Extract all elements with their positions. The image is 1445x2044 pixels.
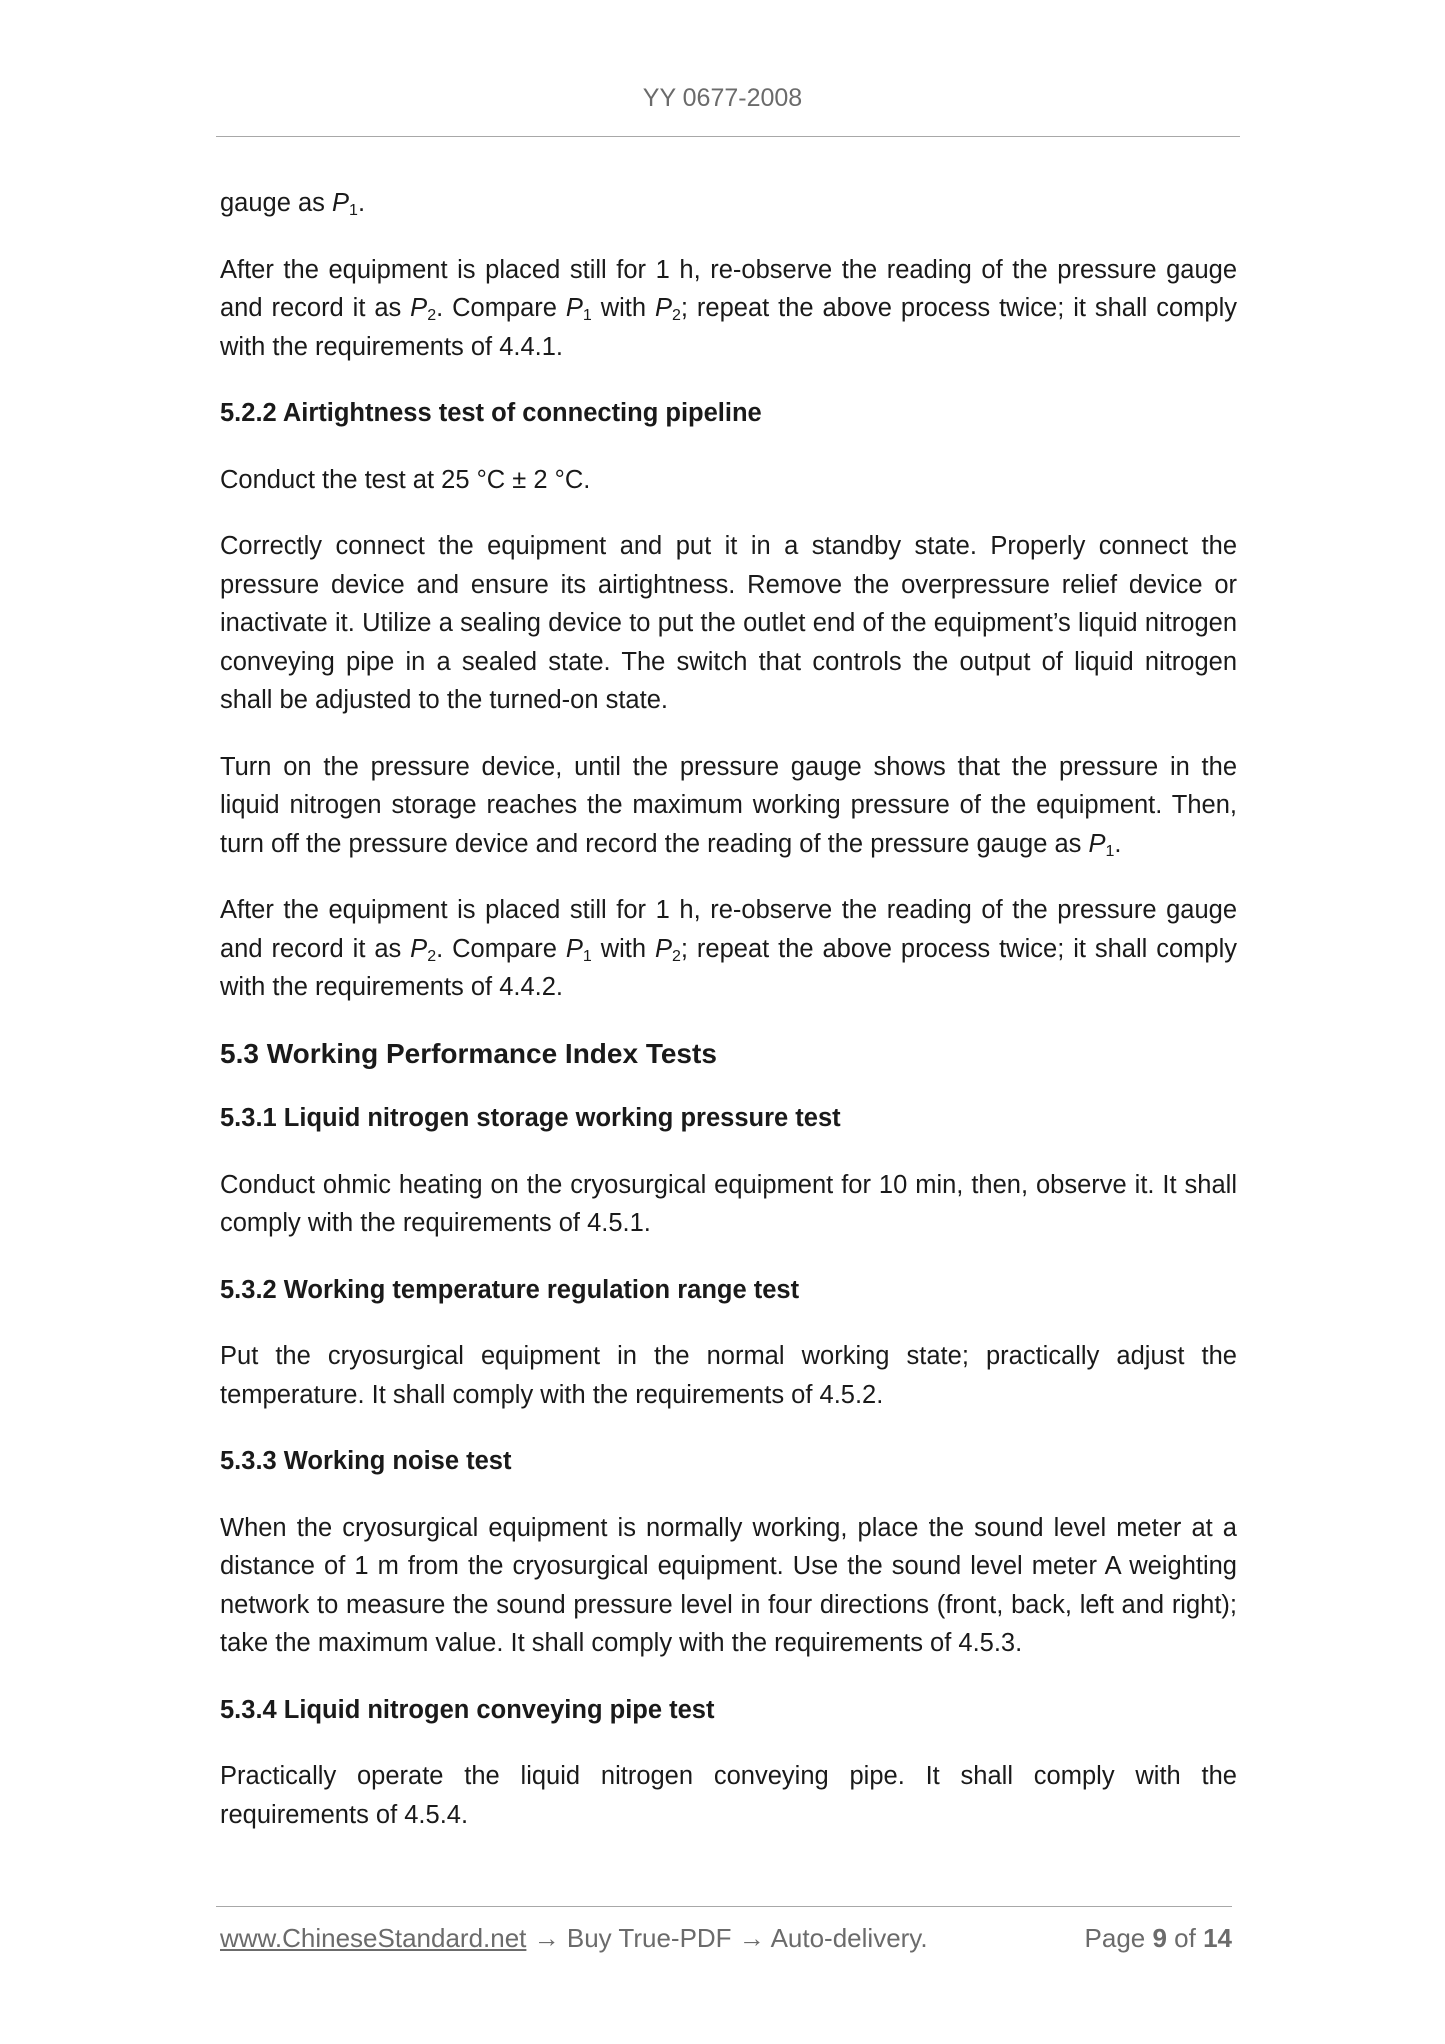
text: After the equipment is placed still for 1 h, re-observe the reading of the pressure gauge and record it as	[220, 896, 1237, 963]
page-word: Page	[1084, 1923, 1153, 1953]
paragraph-ohmic-heating: Conduct ohmic heating on the cryosurgical equipment for 10 min, then, observe it. It shall comply with the requirements of 4.5.1.	[220, 1170, 1237, 1237]
text: ; repeat the above process twice; it shall comply with the requirements of 4.4.1.	[220, 294, 1237, 361]
paragraph-record-p2-second	[220, 891, 1237, 1007]
period: .	[1114, 829, 1122, 858]
subscript: 2	[427, 307, 437, 324]
text: . Compare	[436, 934, 566, 963]
paragraph-temperature-adjust: Put the cryosurgical equipment in the normal working state; practically adjust the temperature. It shall comply with the requirements of 4.5.2.	[220, 1342, 1237, 1409]
text: After the equipment is placed still for 1 h, re-observe the reading of the pressure gauge and record it as	[220, 255, 1237, 322]
heading-5-2-2: 5.2.2 Airtightness test of connecting pipeline	[220, 399, 762, 427]
text: . Compare	[436, 294, 566, 322]
subscript: 1	[349, 202, 358, 219]
subscript: 1	[582, 307, 592, 324]
page-counter	[1085, 1923, 1232, 1954]
heading-5-3: 5.3 Working Performance Index Tests	[220, 1037, 717, 1069]
var-p: P	[1088, 829, 1106, 858]
site-link[interactable]: www.ChineseStandard.net	[220, 1923, 527, 1953]
heading-5-3-3: 5.3.3 Working noise test	[220, 1447, 512, 1475]
paragraph-record-p2-first	[220, 251, 1237, 367]
text: ; repeat the above process twice; it shall comply with the requirements of 4.4.2.	[220, 934, 1237, 1001]
paragraph-conveying-pipe: Practically operate the liquid nitrogen conveying pipe. It shall comply with the requirements of 4.5.4.	[220, 1762, 1237, 1829]
var-p: P	[332, 189, 350, 217]
heading-5-3-1: 5.3.1 Liquid nitrogen storage working pressure test	[220, 1104, 841, 1132]
subscript: 1	[582, 947, 592, 965]
var-p: P	[655, 934, 673, 963]
paragraph-gauge-p1	[220, 184, 1237, 223]
heading-5-3-4: 5.3.4 Liquid nitrogen conveying pipe test	[220, 1695, 715, 1724]
page-total: 14	[1203, 1923, 1232, 1953]
text: with	[591, 934, 655, 963]
paragraph-noise-test: When the cryosurgical equipment is normally working, place the sound level meter at a distance of 1 m from the cryosurgical equipment. Use the sound level meter A weighting network to measure the sound pressure level in four directions (front, back, left and right); take the maximum value. It shall comply with the requirements of 4.5.3.	[220, 1513, 1237, 1657]
header-divider	[216, 136, 1240, 137]
subscript: 2	[672, 947, 681, 965]
subscript: 1	[1105, 842, 1115, 860]
page-header: YY 0677-2008	[642, 84, 803, 112]
text: with	[591, 294, 655, 322]
text: gauge as	[220, 189, 333, 217]
var-p: P	[565, 294, 583, 322]
paragraph-test-temperature: Conduct the test at 25 °C ± 2 °C.	[220, 465, 591, 494]
heading-5-3-2: 5.3.2 Working temperature regulation range test	[220, 1275, 800, 1304]
var-p: P	[565, 934, 583, 963]
var-p: P	[655, 294, 673, 322]
footer-divider	[216, 1906, 1232, 1907]
footer-tagline: → Buy True-PDF → Auto-delivery.	[526, 1923, 928, 1953]
document-body	[220, 184, 1237, 1862]
var-p: P	[410, 934, 428, 963]
subscript: 2	[427, 947, 437, 965]
page-footer	[220, 1923, 1232, 1954]
period: .	[357, 189, 366, 217]
var-p: P	[410, 294, 428, 322]
subscript: 2	[672, 307, 681, 324]
text: Turn on the pressure device, until the pressure gauge shows that the pressure in the liquid nitrogen storage reaches the maximum working pressure of the equipment. Then, turn off the pressure device and record the reading of the pressure gauge as	[220, 752, 1237, 858]
of-word: of	[1166, 1923, 1204, 1953]
page-number: 9	[1152, 1923, 1167, 1953]
paragraph-pressure-device	[220, 748, 1237, 864]
paragraph-connect-equipment: Correctly connect the equipment and put it in a standby state. Properly connect the pressure device and ensure its airtightness. Remove the overpressure relief device or inactivate it. Utilize a sealing device to put the outlet end of the equipment’s liquid nitrogen conveying pipe in a sealed state. The switch that controls the output of liquid nitrogen shall be adjusted to the turned-on state.	[220, 532, 1237, 714]
